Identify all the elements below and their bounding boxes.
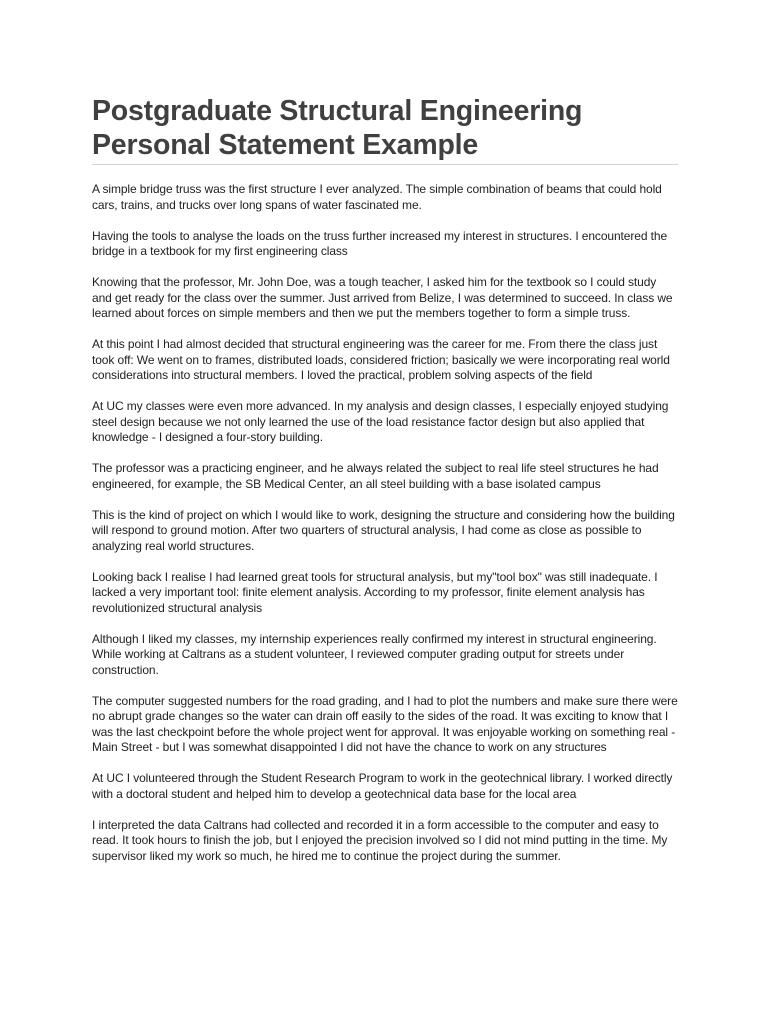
title-line-2: Personal Statement Example xyxy=(92,129,479,161)
paragraph-10: The computer suggested numbers for the road grading, and I had to plot the numbers and make sure there were no abrupt grade changes so the water can drain off easily to the sides of the road. It was exciting to know that I was the last checkpoint before the whole project went for approval. It was enjoyable working on something real - Main Street - but I was somewhat disappointed I did not have the chance to work on any structures xyxy=(92,693,678,754)
paragraph-4: At this point I had almost decided that structural engineering was the career for me. From there the class just took off: We went on to frames, distributed loads, considered friction; basically we were incorporating real world considerations into structural members. I loved the practical, problem solving aspects of the field xyxy=(92,337,670,382)
paragraph-9: Although I liked my classes, my internship experiences really confirmed my interest in structural engineering. While working at Caltrans as a student volunteer, I reviewed computer grading output for streets under construction. xyxy=(92,631,657,677)
title-line-1: Postgraduate Structural Engineering xyxy=(92,95,583,127)
paragraph-5: At UC my classes were even more advanced. In my analysis and design classes, I especially enjoyed studying steel design because we not only learned the use of the load resistance factor design but also applied that knowledge - I designed a four-story building. xyxy=(92,399,669,444)
paragraph-7: This is the kind of project on which I would like to work, designing the structure and considering how the building will respond to ground motion. After two quarters of structural analysis, I had come as close as possible to analyzing real world structures. xyxy=(92,507,675,553)
title-divider xyxy=(92,164,678,165)
paragraph-6: The professor was a practicing engineer, and he always related the subject to real life steel structures he had engineered, for example, the SB Medical Center, an all steel building with a base isolated campus xyxy=(92,461,659,491)
paragraph-1: A simple bridge truss was the first structure I ever analyzed. The simple combination of beams that could hold cars, trains, and trucks over long spans of water fascinated me. xyxy=(92,182,662,212)
paragraph-2: Having the tools to analyse the loads on the truss further increased my interest in structures. I encountered the bridge in a textbook for my first engineering class xyxy=(92,228,668,258)
page-title xyxy=(92,94,678,164)
paragraph-12: I interpreted the data Caltrans had collected and recorded it in a form accessible to the computer and easy to read. It took hours to finish the job, but I enjoyed the precision involved so I did not mind putting in the time. My supervisor liked my work so much, he hired me to continue the project during the summer. xyxy=(92,817,668,863)
paragraph-3: Knowing that the professor, Mr. John Doe, was a tough teacher, I asked him for the textbook so I could study and get ready for the class over the summer. Just arrived from Belize, I was determined to succeed. In class we learned about forces on simple members and then we put the members together to form a simple truss. xyxy=(92,275,673,320)
document-page xyxy=(92,94,678,880)
paragraph-8: Looking back I realise I had learned great tools for structural analysis, but my"tool box" was still inadequate. I lacked a very important tool: finite element analysis. According to my professor, finite element analysis has revolutionized structural analysis xyxy=(92,569,658,615)
paragraph-11: At UC I volunteered through the Student Research Program to work in the geotechnical library. I worked directly with a doctoral student and helped him to develop a geotechnical data base for the local area xyxy=(92,771,673,801)
